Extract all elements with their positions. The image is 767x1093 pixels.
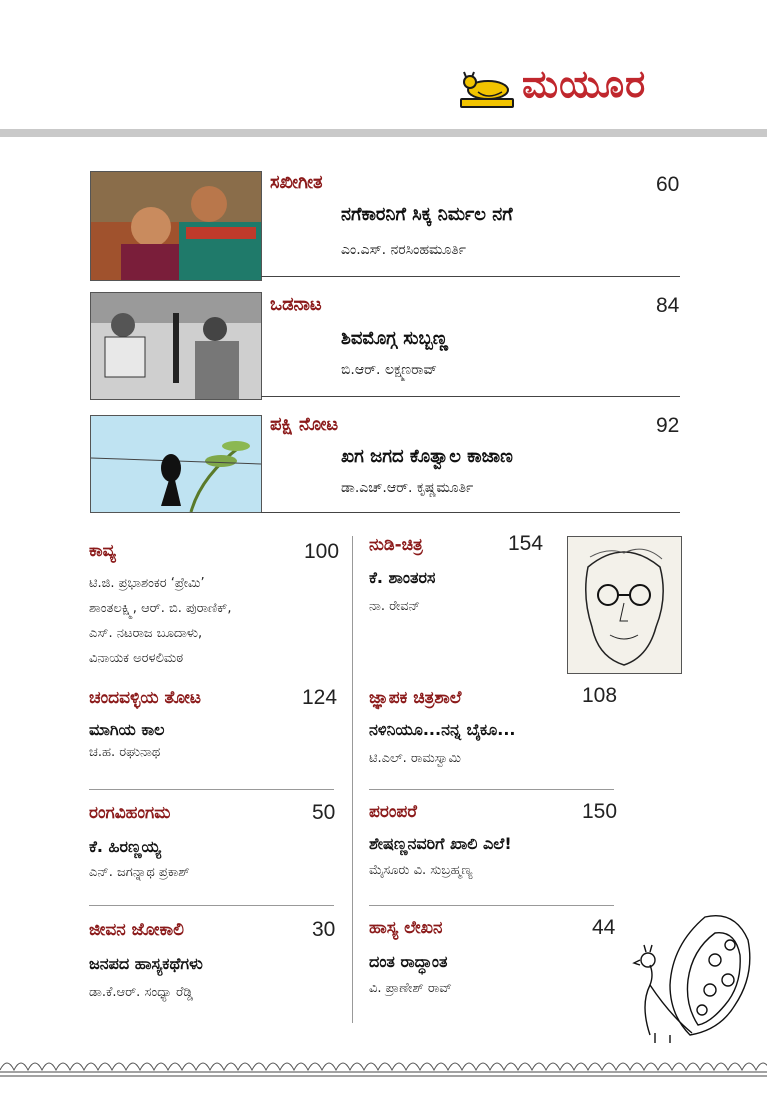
feature-category: ಒಡನಾಟ (270, 294, 322, 315)
feature-author: ಬಿ.ಆರ್. ಲಕ್ಷ್ಮಣರಾವ್ (341, 362, 437, 378)
feature-category: ಸಖೀಗೀತ (270, 172, 323, 193)
section-category: ನುಡಿ-ಚಿತ್ರ (369, 535, 423, 555)
section-title: ಕೆ. ಹಿರಣ್ಣಯ್ಯ (89, 837, 161, 856)
section-category: ರಂಗವಿಹಂಗಮ (89, 803, 171, 823)
section-title: ಕೆ. ಶಾಂತರಸ (369, 568, 436, 587)
poet-line: ಎಸ್. ನಟರಾಜ ಬೂದಾಳು, (89, 626, 203, 641)
border-scallop (0, 1063, 767, 1070)
section-category: ಜೀವನ ಜೋಕಾಲಿ (89, 920, 184, 940)
section-author: ಎನ್. ಜಗನ್ನಾಥ ಪ್ರಕಾಶ್ (89, 865, 190, 880)
feature-author: ಎಂ.ಎಸ್. ನರಸಿಂಹಮೂರ್ತಿ (341, 242, 466, 258)
feature-title: ಶಿವಮೊಗ್ಗ ಸುಬ್ಬಣ್ಣ (341, 328, 449, 349)
feature-page-number: 92 (656, 414, 680, 437)
nandi-bull-icon (458, 70, 516, 110)
section-page-number: 124 (302, 686, 338, 709)
bw-photo-icon (91, 293, 261, 399)
feature-title: ಖಗ ಜಗದ ಕೊತ್ವಾಲ ಕಾಜಾಣ (341, 446, 513, 467)
decorative-border (0, 1050, 767, 1080)
feature-photo-duo (90, 292, 262, 400)
feature-title: ನಗೆಕಾರನಿಗೆ ಸಿಕ್ಕ ನಿರ್ಮಲ ನಗೆ (341, 204, 513, 225)
section-category: ಜ್ಞಾಪಕ ಚಿತ್ರಶಾಲೆ (369, 688, 462, 708)
section-author: ಮೈಸೂರು ವಿ. ಸುಬ್ರಹ್ಮಣ್ಯ (369, 863, 473, 878)
masthead-logo (458, 62, 688, 114)
section-category: ಹಾಸ್ಯ ಲೇಖನ (369, 918, 443, 938)
peacock-illustration-icon (610, 905, 760, 1045)
portrait-photo-icon (91, 172, 261, 280)
section-title: ನಳಿನಿಯೂ...ನನ್ನ ಬೈಕೂ... (369, 720, 516, 739)
section-title: ದಂತ ರಾದ್ಧಾಂತ (369, 952, 448, 971)
feature-category: ಪಕ್ಷಿ ನೋಟ (270, 414, 339, 435)
feature-photo-couple (90, 171, 262, 281)
section-page-number: 154 (508, 532, 544, 555)
section-divider (369, 905, 614, 906)
section-page-number: 108 (582, 684, 618, 707)
section-page-number: 30 (312, 918, 336, 941)
section-divider (369, 789, 614, 790)
drongo-bird-icon (91, 416, 261, 512)
portrait-sketch (567, 536, 682, 674)
feature-photo-bird (90, 415, 262, 513)
poet-line: ಟಿ.ಜಿ. ಪ್ರಭಾಶಂಕರ ‘ಪ್ರೇಮಿ’ (89, 576, 205, 591)
feature-divider (261, 512, 680, 513)
logo-title: ಮಯೂರ (522, 62, 647, 106)
section-author: ಟಿ.ಎಲ್. ರಾಮಸ್ವಾಮಿ (369, 751, 461, 766)
column-divider (352, 536, 353, 1023)
section-title: ಶೇಷಣ್ಣನವರಿಗೆ ಖಾಲಿ ಎಲೆ! (369, 834, 512, 853)
poet-line: ವಿನಾಯಕ ಅರಳಲಿಮಠ (89, 651, 184, 666)
feature-author: ಡಾ.ಎಚ್.ಆರ್. ಕೃಷ್ಣಮೂರ್ತಿ (341, 480, 474, 496)
feature-page-number: 84 (656, 294, 680, 317)
section-author: ನಾ. ರೇವನ್ (369, 599, 421, 614)
header-rule (0, 129, 767, 137)
section-title: ಮಾಗಿಯ ಕಾಲ (89, 720, 165, 739)
section-category: ಚಂದವಳ್ಳಿಯ ತೋಟ (89, 688, 202, 708)
section-divider (89, 789, 334, 790)
feature-page-number: 60 (656, 173, 680, 196)
poet-line: ಶಾಂತಲಕ್ಷ್ಮಿ, ಆರ್. ಬಿ. ಪುರಾಣಿಕ್, (89, 601, 232, 616)
section-divider (89, 905, 334, 906)
feature-divider (261, 396, 680, 397)
section-page-number: 100 (304, 540, 340, 563)
section-author: ವಿ. ಪ್ರಾಣೇಶ್ ರಾವ್ (369, 981, 452, 996)
section-title: ಜನಪದ ಹಾಸ್ಯಕಥೆಗಳು (89, 954, 203, 973)
section-author: ಡಾ.ಕೆ.ಆರ್. ಸಂಧ್ಯಾ ರೆಡ್ಡಿ (89, 985, 194, 1000)
section-category: ಪರಂಪರೆ (369, 802, 417, 822)
section-page-number: 44 (592, 916, 616, 939)
feature-divider (261, 276, 680, 277)
section-author: ಚ.ಹ. ರಘುನಾಥ (89, 745, 161, 760)
section-page-number: 150 (582, 800, 618, 823)
section-page-number: 50 (312, 801, 336, 824)
section-category: ಕಾವ್ಯ (89, 541, 116, 561)
sketch-portrait-icon (568, 537, 681, 673)
